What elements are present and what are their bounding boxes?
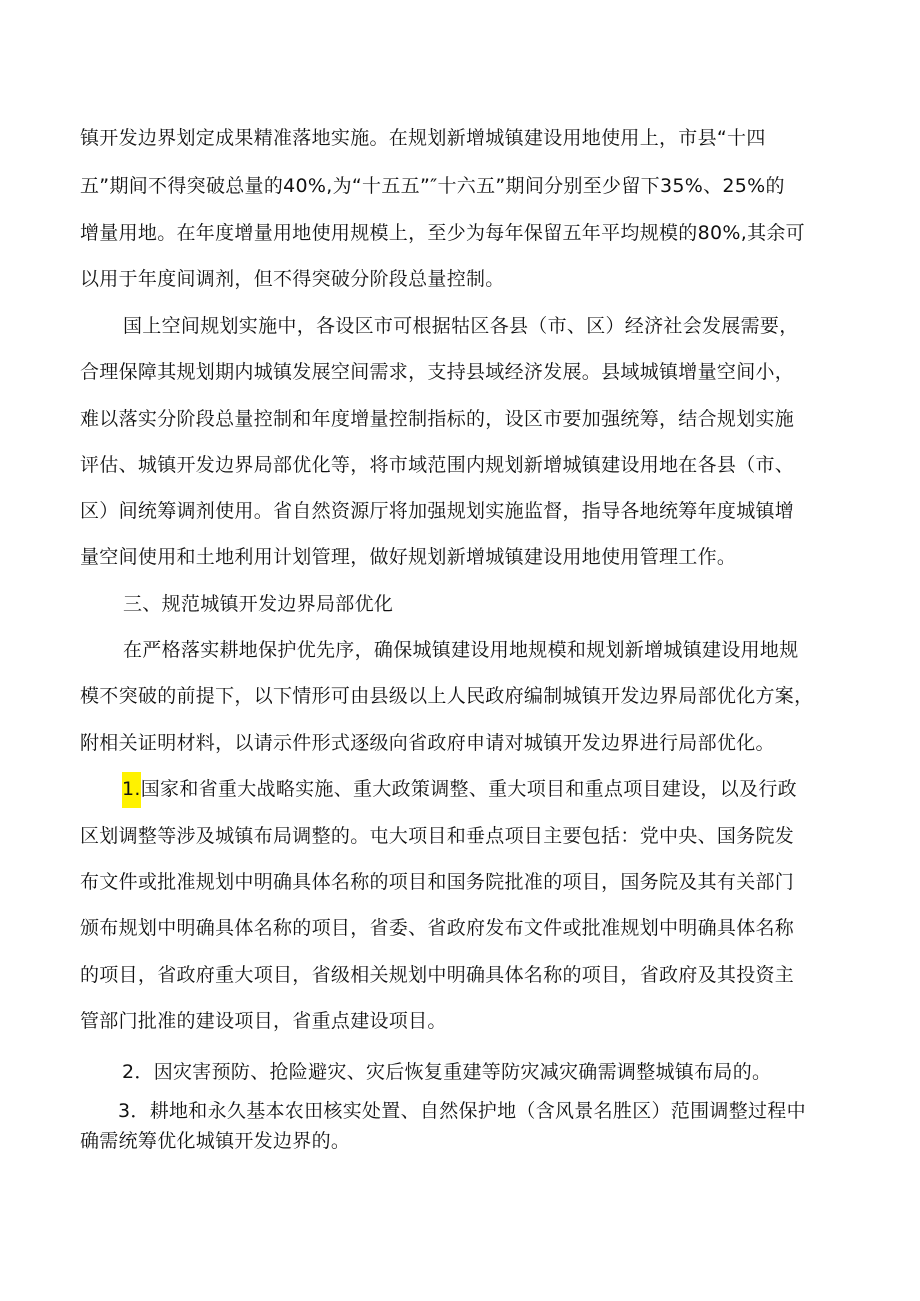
text-line: 评估、城镇开发边界局部优化等，将市域范围内规划新增城镇建设用地在各县（市、 [80,454,795,476]
text-line: 附相关证明材料，以请示件形式逐级向省政府申请对城镇开发边界进行局部优化。 [80,732,775,754]
highlighted-item-number: 1. [122,772,141,808]
text-line: 难以落实分阶段总量控制和年度增量控制指标的，设区市要加强统筹，结合规划实施 [80,408,795,430]
text-line: 管部门批准的建设项目，省重点建设项目。 [80,1010,447,1032]
text-line: 模不突破的前提下，以下情形可由县级以上人民政府编制城镇开发边界局部优化方案， [80,685,814,707]
list-item-2: 2．因灾害预防、抢险避灾、灾后恢复重建等防灾减灾确需调整城镇布局的。 [122,1061,772,1083]
text-line: 合理保障其规划期内城镇发展空间需求，支持县域经济发展。县域城镇增量空间小， [80,361,795,383]
text-line: 区划调整等涉及城镇布局调整的。屯大项目和垂点项目主要包括：党中央、国务院发 [80,825,795,847]
text-line: 的项目，省政府重大项目，省级相关规划中明确具体名称的项目，省政府及其投资主 [80,964,795,986]
text-line: 量空间使用和土地利用计划管理，做好规划新增城镇建设用地使用管理工作。 [80,546,737,568]
text-line: 增量用地。在年度增量用地使用规模上，至少为每年保留五年平均规模的80%,其余可 [80,222,805,244]
text-line: 五”期间不得突破总量的40%,为“十五五”″十六五”期间分别至少留下35%、25%的 [80,175,785,197]
item-1-first-line: 国家和省重大战略实施、重大政策调整、重大项目和重点项目建设，以及行政 [140,778,797,800]
text-line: 区）间统筹调剂使用。省自然资源厅将加强规划实施监督，指导各地统筹年度城镇增 [80,500,795,522]
text-line: 确需统筹优化城镇开发边界的。 [80,1130,351,1152]
text-line: 国上空间规划实施中，各设区市可根据牯区各县（市、区）经济社会发展需要， [123,315,799,337]
section-heading: 三、规范城镇开发边界局部优化 [123,593,394,615]
text-line: 以用于年度间调剂，但不得突破分阶段总量控制。 [80,268,505,290]
text-line: 3．耕地和永久基本农田核实处置、自然保护地（含风景名胜区）范围调整过程中 [118,1100,806,1122]
text-line: 在严格落实耕地保护优先序，确保城镇建设用地规模和规划新增城镇建设用地规 [123,639,799,661]
text-line [122,775,797,803]
text-line: 镇开发边界划定成果精准落地实施。在规划新增城镇建设用地使用上，市县“十四 [80,127,766,149]
text-line: 布文件或批准规划中明确具体名称的项目和国务院批准的项目，国务院及其有关部门 [80,871,795,893]
text-line: 颁布规划中明确具体名称的项目，省委、省政府发布文件或批准规划中明确具体名称 [80,917,795,939]
